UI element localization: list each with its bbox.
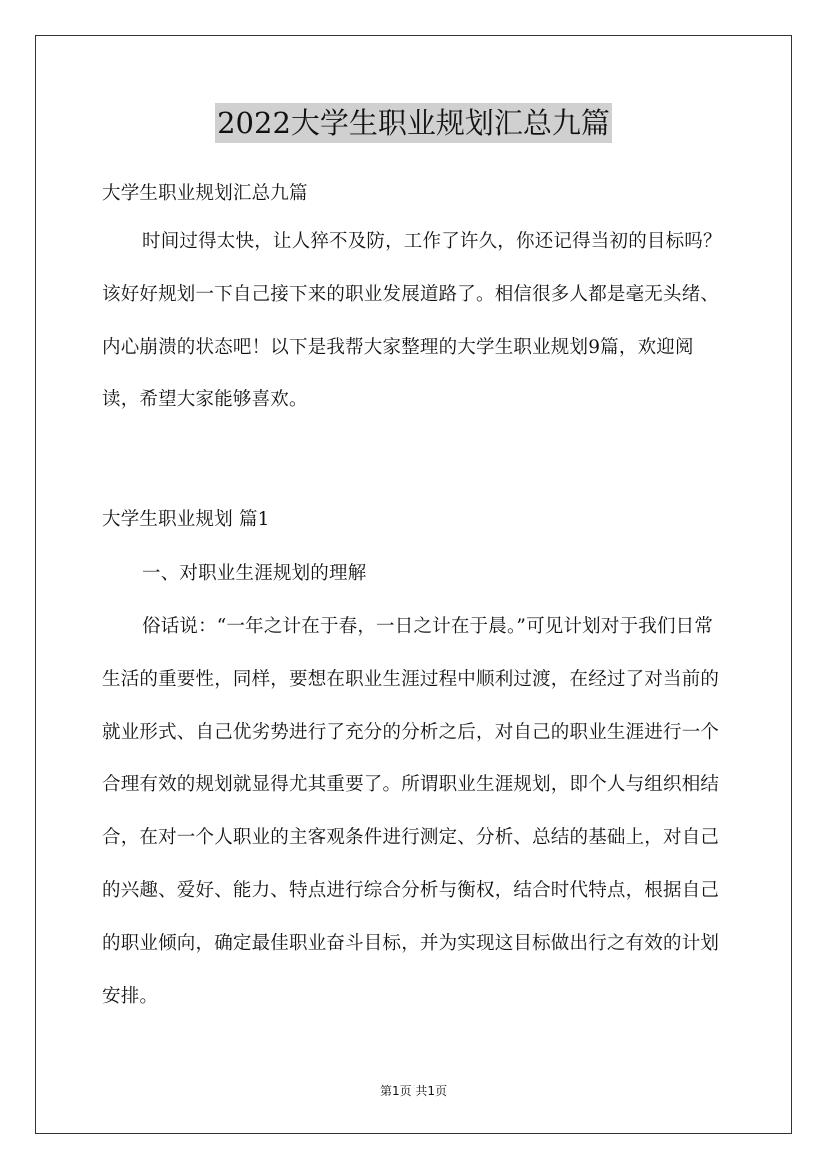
document-subtitle: 大学生职业规划汇总九篇 [102,183,308,204]
section-heading: 大学生职业规划 篇1 [102,509,270,530]
document-title-text: 2022大学生职业规划汇总九篇 [215,103,612,143]
body-paragraph: 俗话说：“一年之计在于春，一日之计在于晨。”可见计划对于我们日常生活的重要性，同样，要想在职业生涯过程中顺利过渡，在经过了对当前的就业形式、自己优劣势进行了充分的分析之后，对自己的职业生涯进行一个合理有效的规划就显得尤其重要了。所谓职业生涯规划，即个人与组织相结合，在对一个人职业的主客观条件进行测定、分析、总结的基础上，对自己的兴趣、爱好、能力、特点进行综合分析与衡权，结合时代特点，根据自己的职业倾向，确定最佳职业奋斗目标，并为实现这目标做出行之有效的计划安排。 [102,616,720,1007]
section-subheading: 一、对职业生涯规划的理解 [142,563,367,584]
page-footer: 第1页 共1页 [379,1084,448,1098]
document-title [0,103,827,143]
intro-paragraph: 时间过得太快，让人猝不及防，工作了许久，你还记得当初的目标吗？该好好规划一下自己接下来的职业发展道路了。相信很多人都是毫无头绪、内心崩溃的状态吧！以下是我帮大家整理的大学生职业规划9篇，欢迎阅读，希望大家能够喜欢。 [102,231,722,411]
